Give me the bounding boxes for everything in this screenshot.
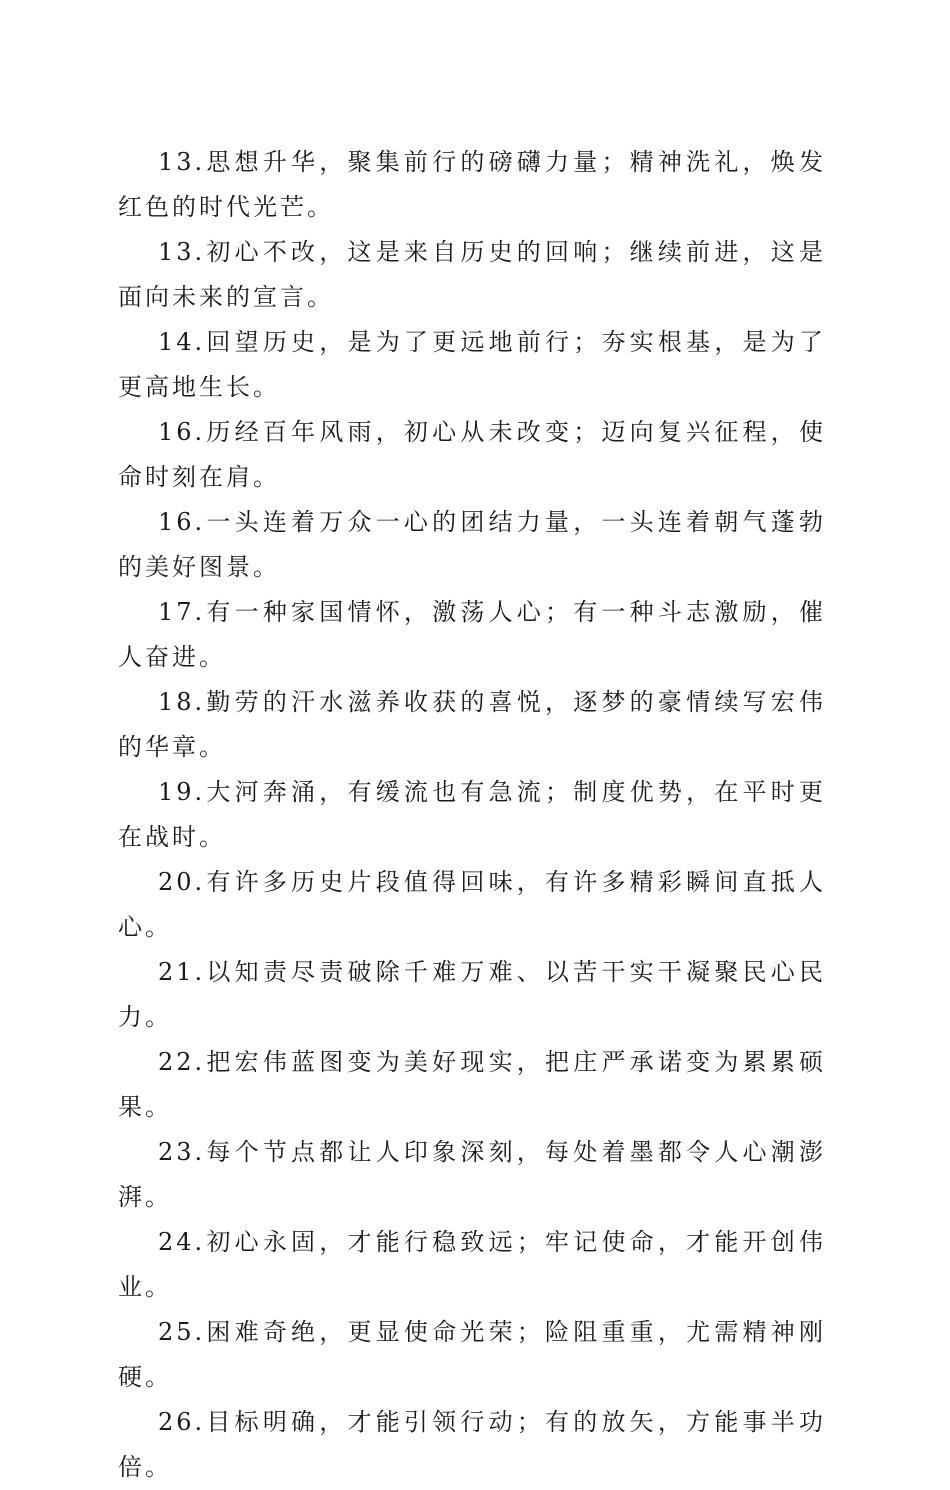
list-item: 16.历经百年风雨，初心从未改变；迈向复兴征程，使命时刻在肩。 (118, 418, 826, 491)
list-item: 26.目标明确，才能引领行动；有的放矢，方能事半功倍。 (118, 1408, 826, 1481)
list-item: 20.有许多历史片段值得回味，有许多精彩瞬间直抵人心。 (118, 868, 826, 941)
list-item: 23.每个节点都让人印象深刻，每处着墨都令人心潮澎湃。 (118, 1138, 826, 1211)
list-item: 14.回望历史，是为了更远地前行；夯实根基，是为了更高地生长。 (118, 328, 826, 401)
list-item: 18.勤劳的汗水滋养收获的喜悦，逐梦的豪情续写宏伟的华章。 (118, 688, 826, 761)
list-item: 13.思想升华，聚集前行的磅礴力量；精神洗礼，焕发红色的时代光芒。 (118, 148, 826, 221)
list-item: 19.大河奔涌，有缓流也有急流；制度优势，在平时更在战时。 (118, 778, 826, 851)
list-item: 24.初心永固，才能行稳致远；牢记使命，才能开创伟业。 (118, 1228, 826, 1301)
list-item: 22.把宏伟蓝图变为美好现实，把庄严承诺变为累累硕果。 (118, 1048, 826, 1121)
list-item: 17.有一种家国情怀，激荡人心；有一种斗志激励，催人奋进。 (118, 598, 826, 671)
list-item: 25.困难奇绝，更显使命光荣；险阻重重，尤需精神刚硬。 (118, 1318, 826, 1391)
document-body (118, 140, 826, 1490)
list-item: 21.以知责尽责破除千难万难、以苦干实干凝聚民心民力。 (118, 958, 826, 1031)
list-item: 16.一头连着万众一心的团结力量，一头连着朝气蓬勃的美好图景。 (118, 508, 826, 581)
list-item: 13.初心不改，这是来自历史的回响；继续前进，这是面向未来的宣言。 (118, 238, 826, 311)
